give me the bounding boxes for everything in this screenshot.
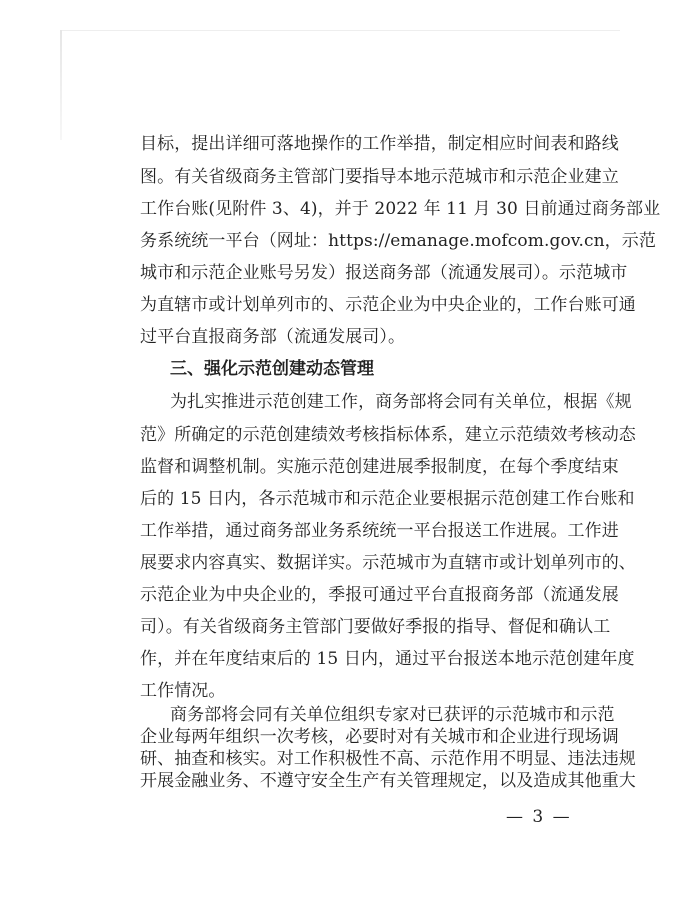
paragraph-line: 展要求内容真实、数据详实。示范城市为直辖市或计划单列市的、 [140,553,636,573]
paragraph-line: 务系统统一平台（网址：https://emanage.mofcom.gov.cn，示范 [140,231,656,251]
page-number: — 3 — [506,807,572,827]
paragraph-line: 后的 15 日内，各示范城市和示范企业要根据示范创建工作台账和 [140,489,635,509]
paragraph-line: 目标，提出详细可落地操作的工作举措，制定相应时间表和路线 [140,134,619,154]
paragraph-line: 范》所确定的示范创建绩效考核指标体系，建立示范绩效考核动态 [140,425,636,445]
section-heading: 三、强化示范创建动态管理 [170,359,374,379]
paragraph-line: 司）。有关省级商务主管部门要做好季报的指导、督促和确认工 [140,617,611,637]
paragraph-line: 为直辖市或计划单列市的、示范企业为中央企业的，工作台账可通 [140,295,636,315]
paragraph-line: 工作情况。 [140,681,226,701]
paragraph-line: 工作台账(见附件 3、4)，并于 2022 年 11 月 30 日前通过商务部业 [140,199,661,219]
paragraph-line: 作，并在年度结束后的 15 日内，通过平台报送本地示范创建年度 [140,649,635,669]
paragraph-line: 监督和调整机制。实施示范创建进展季报制度，在每个季度结束 [140,457,619,477]
paragraph-line: 过平台直报商务部（流通发展司）。 [140,327,406,347]
paragraph-line: 为扎实推进示范创建工作，商务部将会同有关单位，根据《规 [170,392,632,412]
paragraph-line: 图。有关省级商务主管部门要指导本地示范城市和示范企业建立 [140,167,619,187]
paragraph-line: 研、抽查和核实。对工作积极性不高、示范作用不明显、违法违规 [140,749,636,769]
paragraph-line: 企业每两年组织一次考核，必要时对有关城市和企业进行现场调 [140,727,619,747]
paragraph-line: 工作举措，通过商务部业务系统统一平台报送工作进展。工作进 [140,521,619,541]
paragraph-line: 示范企业为中央企业的，季报可通过平台直报商务部（流通发展 [140,585,619,605]
paragraph-line: 商务部将会同有关单位组织专家对已获评的示范城市和示范 [170,705,615,725]
paragraph-line: 开展金融业务、不遵守安全生产有关管理规定，以及造成其他重大 [140,771,636,791]
paragraph-line: 城市和示范企业账号另发）报送商务部（流通发展司）。示范城市 [140,263,628,283]
